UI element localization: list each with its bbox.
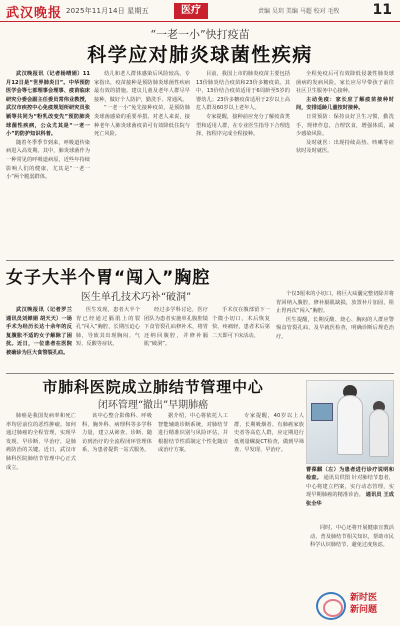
story1-paragraph: 随着冬季季节到来，呼吸道传染病进入高发期。其中，肺炎球菌作为一种常见的呼吸道病原，近些年持续影响人们的健康，尤其是“一老一小”两个脆弱群体。 — [6, 139, 90, 181]
monitor-screen — [311, 403, 333, 421]
story2-paragraph: 手术仅在腹部留下一个微小切口，术后恢复快、疼痛轻，患者术后第二天即可下床活动。 — [212, 307, 270, 339]
section-divider — [6, 373, 394, 374]
editor-credits: 责编 吴玥 美编 马超 校对 毛牧 — [258, 8, 340, 15]
story1-headline: 科学应对肺炎球菌性疾病 — [87, 44, 313, 66]
badge-line-2: 新问题 — [350, 605, 378, 615]
newspaper-logo: 武汉晚报 — [6, 6, 63, 21]
story3-paragraph: 专家提醒，40岁以上人群、长期吸烟者、有肺癌家族史者等高危人群，应定期进行低剂量螺旋CT检查，做到早筛查、早发现、早治疗。 — [234, 413, 304, 454]
story2-paragraph: 医生提醒，长期反酸、烧心、胸闷的人群应警惕食管裂孔疝，及早就医检查，明确诊断后规范治疗。 — [276, 316, 394, 340]
story3-paragraph: 同时，中心还将开展健康宣教活动，普及肺结节相关知识，帮助市民科学认识肺结节，避免过度焦虑。 — [310, 525, 394, 549]
story3-paragraph: 肺癌是我国发病率和死亡率均居前位的恶性肿瘤。如何通过肺癌的全程管理，实现早发现、早诊断、早治疗，是肺癌防治的关键。近日，武汉市肺科医院肺结节管理中心正式成立。 — [6, 413, 76, 471]
story1-paragraph: 幼儿和老人群体感染后风险较高。专家指出，疫苗接种是预防肺炎球菌性疾病最有效的措施。建议儿童及老年人群尽早接种，做好个人防护，勤洗手、常通风。 — [94, 71, 190, 103]
story3-column-2 — [82, 412, 152, 618]
story3-photo — [306, 380, 394, 464]
doctor-figure — [337, 395, 363, 455]
story1-paragraph: “一老一小”免先接种疫苗，是预防肺炎球菌感染的重要举措。对老人来说，接种老年人肺炎球菌疫苗可有效降低住院与死亡风险。 — [94, 105, 190, 138]
story3-column-5 — [310, 524, 394, 588]
caption-credit: 通讯员供图 — [323, 475, 351, 482]
section-tag: 医疗 — [174, 3, 208, 19]
section-divider — [6, 260, 394, 261]
caption-text: 针对肺结节患者，中心将建立档案，实行动态管理，实现早期肺癌的精准诊治。 — [306, 475, 394, 499]
story2-column-4 — [212, 306, 270, 370]
story2-headline: 女子大半个胃“闯入”胸腔 — [6, 268, 211, 288]
story1-paragraph: 目前，我国上市的肺炎疫苗主要包括13价肺炎结合疫苗和23价多糖疫苗。其中，13价结合疫苗适用于6周龄至5岁的婴幼儿；23价多糖疫苗适用于2岁以上高危人群及60岁以上老年人。 — [196, 71, 290, 112]
story1-paragraph: 专家提醒，接种前应充分了解疫苗类型和适用人群，在专业医生指导下合理选择，按程序完成全程接种。 — [196, 113, 290, 138]
story3-column-3 — [158, 412, 228, 618]
brand-logo-icon — [316, 592, 346, 620]
photo-caption — [306, 466, 394, 508]
caption-reporters: 通讯员 王成 张全华 — [306, 492, 394, 507]
story1-kicker: “一老一小”快打疫苗 — [150, 28, 250, 41]
story1-paragraph: 全程免疫后可有效降低侵袭性肺炎球菌病的发病风险。家长应尽早带孩子前往社区卫生服务中心接种。 — [296, 71, 394, 95]
story3-subheadline: 闭环管理“撤出”早期肺癌 — [97, 400, 209, 411]
issue-date: 2025年11月14日 星期五 — [66, 7, 149, 15]
story1-column-3 — [196, 70, 290, 258]
story1-column-4 — [296, 70, 394, 258]
story3-paragraph: 据介绍，中心将依托人工智能辅助诊断系统，对肺结节进行精准识别与风险评估，并根据结节性质制定个性化随访或治疗方案。 — [158, 413, 228, 454]
story2-column-3 — [144, 306, 208, 370]
caption-lead: 曹葆麒（左）为患者进行诊疗说明和检查。 — [306, 467, 394, 482]
story3-column-1 — [6, 412, 76, 618]
story3-headline: 市肺科医院成立肺结节管理中心 — [42, 378, 264, 396]
story3-paragraph: 该中心整合影像科、呼吸科、胸外科、病理科等多学科力量，建立从筛查、诊断、随访到治疗的全流程闭环管理体系，为患者提供一站式服务。 — [82, 413, 152, 454]
story1-paragraph: 主动免疫：家长应了解疫苗接种时间，安排适龄儿童按时接种。 — [296, 96, 394, 112]
story1-paragraph: 及时就医：出现持续高热、咳嗽等症状时及时就医。 — [296, 139, 394, 155]
story2-paragraph: 个仅3厘米的小切口，将巨大疝囊完整切除并将胃回纳入腹腔，修补膈肌缺损，放置补片加固，阻止胃再次“闯入”胸腔。 — [276, 291, 394, 315]
story2-paragraph: 经过多学科讨论，医疗团队为患者实施单孔腹腔镜下食管裂孔疝修补术，将胃还纳回腹腔，并修补膈肌“破洞”。 — [144, 307, 208, 348]
story1-column-2 — [94, 70, 190, 258]
story1-column-1 — [6, 70, 90, 258]
story1-paragraph: 武汉晚报讯（记者杨晴娟）11月12日是“世界肺炎日”。中华预防医学会等七部理事会理事、疫苗临床研究分委会副主任委员常伟业教授，武汉市疾控中心免疫规划所研究员张颖等共同为“粉乳改变先”预防肺炎球菌性疾病，公众尤其是“一老一小”的防护知识科普。 — [6, 71, 90, 138]
story1-paragraph: 日常预防：保持良好卫生习惯，勤洗手，规律作息，合理饮食，增强体质，减少感染风险。 — [296, 113, 394, 138]
patient-figure — [369, 409, 389, 457]
column-badge — [350, 592, 394, 620]
story3-column-4 — [234, 412, 304, 618]
story2-paragraph: 武汉晚报讯（记者罗兰 通讯员刘婵娟 胡天天）一场手术为经历长达十余年的反复腹胀不适的女子解除了困扰。近日，一位患者在医院被确诊为巨大食管裂孔疝。 — [6, 307, 72, 356]
story2-paragraph: 医生发现，患者大半个胃已经通过膈肌上的裂孔“闯入”胸腔，长期压迫心肺，导致其出现胸闷、气短、反酸等症状。 — [76, 307, 140, 348]
page-number: 11 — [372, 2, 392, 18]
story2-column-5 — [276, 290, 394, 370]
story2-column-2 — [76, 306, 140, 370]
masthead — [0, 0, 400, 22]
story2-subheadline: 医生单孔技术巧补“破洞” — [80, 292, 192, 303]
badge-line-1: 新时医 — [350, 593, 378, 603]
story2-column-1 — [6, 306, 72, 370]
